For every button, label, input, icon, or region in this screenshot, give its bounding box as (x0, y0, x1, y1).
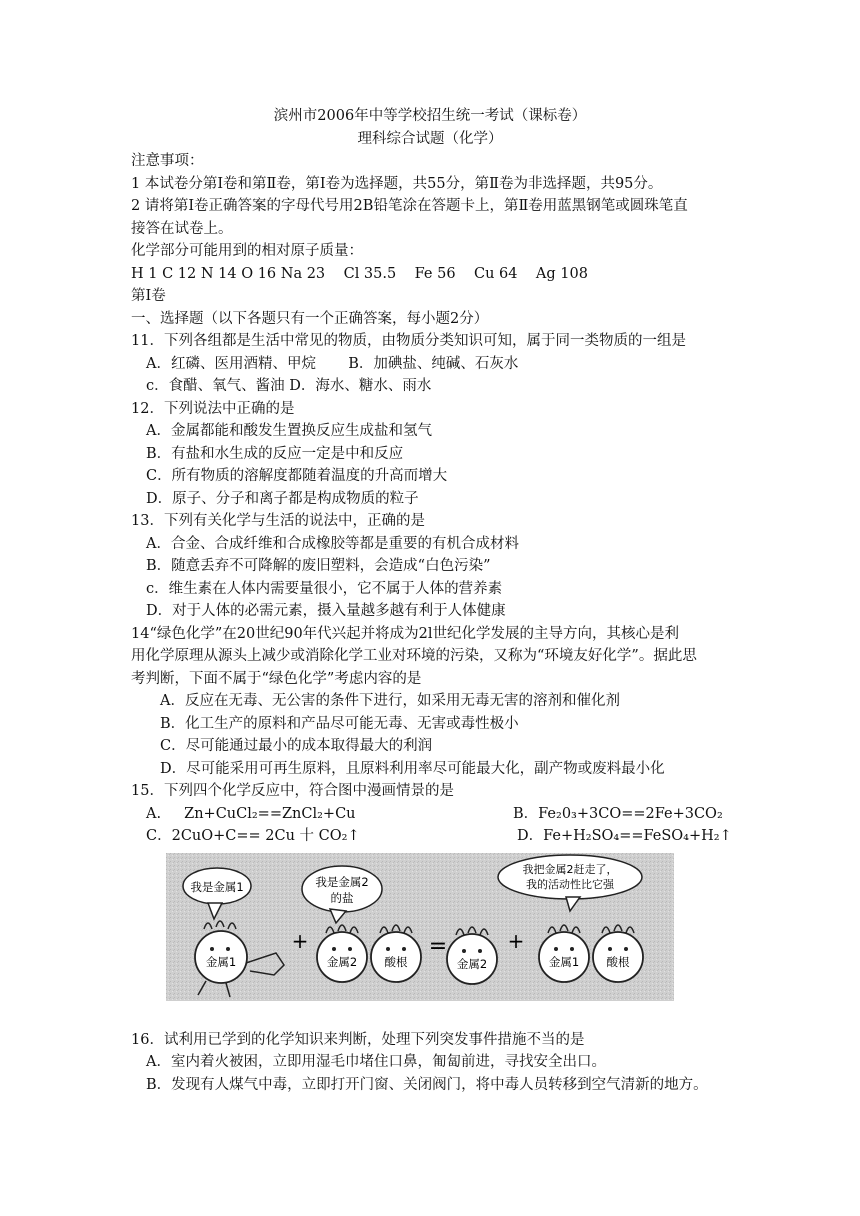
question-11-options-cd: c．食醋、氧气、酱油 D．海水、糖水、雨水 (146, 378, 432, 394)
plus-sign-1: + (291, 929, 309, 953)
bubble-text-2a: 我是金属2 (315, 875, 369, 889)
plus-sign-2: + (507, 929, 525, 953)
bubble-text-2b: 的盐 (330, 891, 354, 905)
face-label-4: 金属2 (456, 957, 488, 971)
question-16-option-a: A．室内着火被困，立即用湿毛巾堵住口鼻，匍匐前进，寻找安全出口。 (146, 1054, 606, 1070)
exam-subtitle: 理科综合试题（化学） (357, 131, 503, 147)
question-14-option-a: A．反应在无毒、无公害的条件下进行，如采用无毒无害的溶剂和催化剂 (160, 693, 620, 709)
question-12-option-a: A．金属都能和酸发生置换反应生成盐和氢气 (146, 423, 432, 439)
notice-item-2-line1: 2 请将第Ⅰ卷正确答案的字母代号用2B铅笔涂在答题卡上，第Ⅱ卷用蓝黑钢笔或圆珠笔直 (131, 198, 688, 214)
question-14-option-c: C．尽可能通过最小的成本取得最大的利润 (160, 738, 433, 754)
exam-title: 滨州市2006年中等学校招生统一考试（课标卷） (273, 108, 587, 124)
face-label-5: 金属1 (548, 955, 580, 969)
question-12-option-b: B．有盐和水生成的反应一定是中和反应 (146, 446, 404, 462)
question-12-option-d: D．原子、分子和离子都是构成物质的粒子 (146, 491, 419, 507)
question-11-stem: 11．下列各组都是生活中常见的物质，由物质分类知识可知，属于同一类物质的一组是 (131, 333, 686, 349)
face-label-6: 酸根 (606, 955, 630, 969)
question-15-option-b: B．Fe₂0₃+3CO==2Fe+3CO₂ (513, 806, 723, 822)
question-16-stem: 16．试利用已学到的化学知识来判断，处理下列突发事件措施不当的是 (131, 1032, 585, 1048)
atomic-mass-heading: 化学部分可能用到的相对原子质量： (131, 243, 363, 259)
question-14-stem-line2: 用化学原理从源头上减少或消除化学工业对环境的污染，又称为“环境友好化学”。据此思 (131, 648, 697, 664)
question-13-option-d: D．对于人体的必需元素，摄入量越多越有利于人体健康 (146, 603, 506, 619)
equals-sign: = (428, 934, 448, 959)
notice-item-2-line2: 接答在试卷上。 (131, 221, 233, 237)
question-12-option-c: C．所有物质的溶解度都随着温度的升高而增大 (146, 468, 448, 484)
question-13-option-c: c．维生素在人体内需要量很小，它不属于人体的营养素 (146, 581, 503, 597)
notice-heading: 注意事项： (131, 153, 204, 169)
section-title: 一、选择题（以下各题只有一个正确答案，每小题2分） (131, 311, 489, 327)
notice-item-1: 1 本试卷分第Ⅰ卷和第Ⅱ卷，第Ⅰ卷为选择题，共55分，第Ⅱ卷为非选择题，共95分。 (131, 176, 663, 192)
face-label-1: 金属1 (205, 955, 237, 969)
question-14-stem-line3: 考判断，下面不属于“绿色化学”考虑内容的是 (131, 671, 422, 687)
question-12-stem: 12．下列说法中正确的是 (131, 401, 295, 417)
bubble-text-3a: 我把金属2赶走了， (522, 863, 618, 876)
question-16-option-b: B．发现有人煤气中毒，立即打开门窗、关闭阀门，将中毒人员转移到空气清新的地方。 (146, 1077, 708, 1093)
question-11-options-ab: A．红磷、医用酒精、甲烷 B．加碘盐、纯碱、石灰水 (146, 356, 519, 372)
question-13-option-b: B．随意丢弃不可降解的废旧塑料，会造成“白色污染” (146, 558, 491, 574)
face-label-2: 金属2 (326, 955, 358, 969)
question-15-option-d: D．Fe+H₂SO₄==FeSO₄+H₂↑ (517, 828, 732, 844)
question-15-option-c: C．2CuO+C== 2Cu 十 CO₂↑ (146, 828, 360, 844)
bubble-text-1: 我是金属1 (190, 880, 244, 894)
metal-reaction-cartoon (166, 853, 674, 1001)
question-14-option-b: B．化工生产的原料和产品尽可能无毒、无害或毒性极小 (160, 716, 519, 732)
bubble-text-3b: 我的活动性比它强 (526, 878, 614, 891)
question-14-stem-line1: 14“绿色化学”在20世纪90年代兴起并将成为2l世纪化学发展的主导方向，其核心是利 (131, 626, 680, 642)
face-label-3: 酸根 (384, 955, 408, 969)
question-13-option-a: A．合金、合成纤维和合成橡胶等都是重要的有机合成材料 (146, 536, 519, 552)
atomic-mass-values: H 1 C 12 N 14 O 16 Na 23 Cl 35.5 Fe 56 Cu 64 Ag 108 (131, 266, 588, 282)
question-15-option-a: A. Zn+CuCl₂==ZnCl₂+Cu (146, 806, 356, 822)
question-15-stem: 15．下列四个化学反应中，符合图中漫画情景的是 (131, 783, 454, 799)
question-13-stem: 13．下列有关化学与生活的说法中，正确的是 (131, 513, 425, 529)
part-1-title: 第Ⅰ卷 (131, 288, 166, 304)
question-14-option-d: D．尽可能采用可再生原料，且原料利用率尽可能最大化，副产物或废料最小化 (160, 761, 665, 777)
